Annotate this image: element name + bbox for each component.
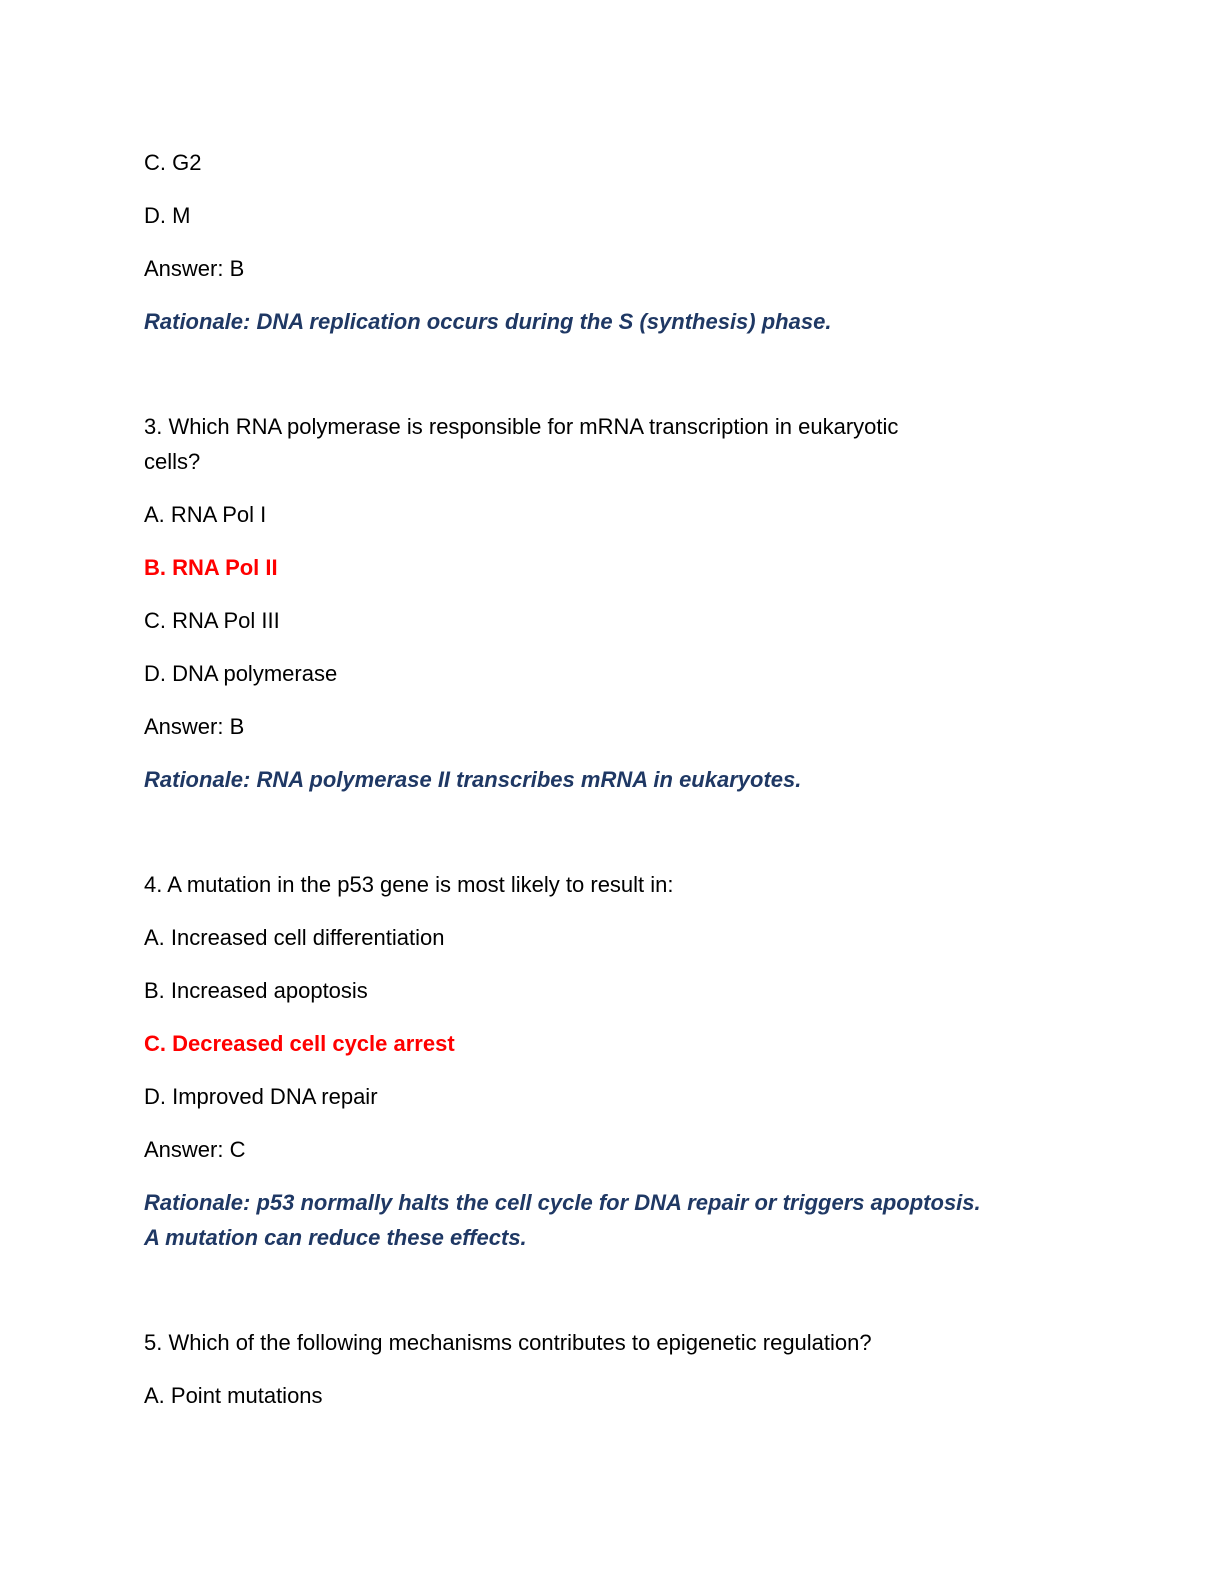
option-text: D. DNA polymerase bbox=[144, 661, 338, 686]
option-text: B. RNA Pol II bbox=[144, 555, 278, 580]
rationale-q3 bbox=[144, 762, 1080, 797]
rationale-text: Rationale: RNA polymerase II transcribes mRNA in eukaryotes. bbox=[144, 767, 802, 792]
option-a-q3 bbox=[144, 497, 1080, 532]
answer-q4 bbox=[144, 1132, 1080, 1167]
answer-text: Answer: C bbox=[144, 1137, 246, 1162]
option-text: A. Point mutations bbox=[144, 1383, 323, 1408]
option-text: A. Increased cell differentiation bbox=[144, 925, 445, 950]
option-text: B. Increased apoptosis bbox=[144, 978, 368, 1003]
question-text-line-1: 3. Which RNA polymerase is responsible for mRNA transcription in eukaryotic bbox=[144, 414, 899, 439]
answer-q2 bbox=[144, 251, 1080, 286]
rationale-text: Rationale: DNA replication occurs during the S (synthesis) phase. bbox=[144, 309, 832, 334]
option-text: C. Decreased cell cycle arrest bbox=[144, 1031, 455, 1056]
option-a-q4 bbox=[144, 920, 1080, 955]
option-text: A. RNA Pol I bbox=[144, 502, 267, 527]
rationale-text-line-2: A mutation can reduce these effects. bbox=[144, 1225, 527, 1250]
option-c-q3 bbox=[144, 603, 1080, 638]
question-5 bbox=[144, 1325, 1080, 1360]
option-a-q5 bbox=[144, 1378, 1080, 1413]
question-3 bbox=[144, 409, 1080, 479]
option-d-q4 bbox=[144, 1079, 1080, 1114]
option-text: D. Improved DNA repair bbox=[144, 1084, 378, 1109]
option-c-q4-correct bbox=[144, 1026, 1080, 1061]
question-text: 4. A mutation in the p53 gene is most likely to result in: bbox=[144, 872, 674, 897]
rationale-q2 bbox=[144, 304, 1080, 339]
question-text: 5. Which of the following mechanisms contributes to epigenetic regulation? bbox=[144, 1330, 872, 1355]
question-text-line-2: cells? bbox=[144, 449, 201, 474]
option-text: C. RNA Pol III bbox=[144, 608, 280, 633]
option-b-q4 bbox=[144, 973, 1080, 1008]
option-d-q3 bbox=[144, 656, 1080, 691]
option-c-q2 bbox=[144, 145, 1080, 180]
rationale-text-line-1: Rationale: p53 normally halts the cell cycle for DNA repair or triggers apoptosis. bbox=[144, 1190, 981, 1215]
option-b-q3-correct bbox=[144, 550, 1080, 585]
answer-q3 bbox=[144, 709, 1080, 744]
rationale-q4 bbox=[144, 1185, 1080, 1255]
option-text: C. G2 bbox=[144, 150, 202, 175]
answer-text: Answer: B bbox=[144, 714, 245, 739]
option-d-q2 bbox=[144, 198, 1080, 233]
answer-text: Answer: B bbox=[144, 256, 245, 281]
option-text: D. M bbox=[144, 203, 191, 228]
question-4 bbox=[144, 867, 1080, 902]
